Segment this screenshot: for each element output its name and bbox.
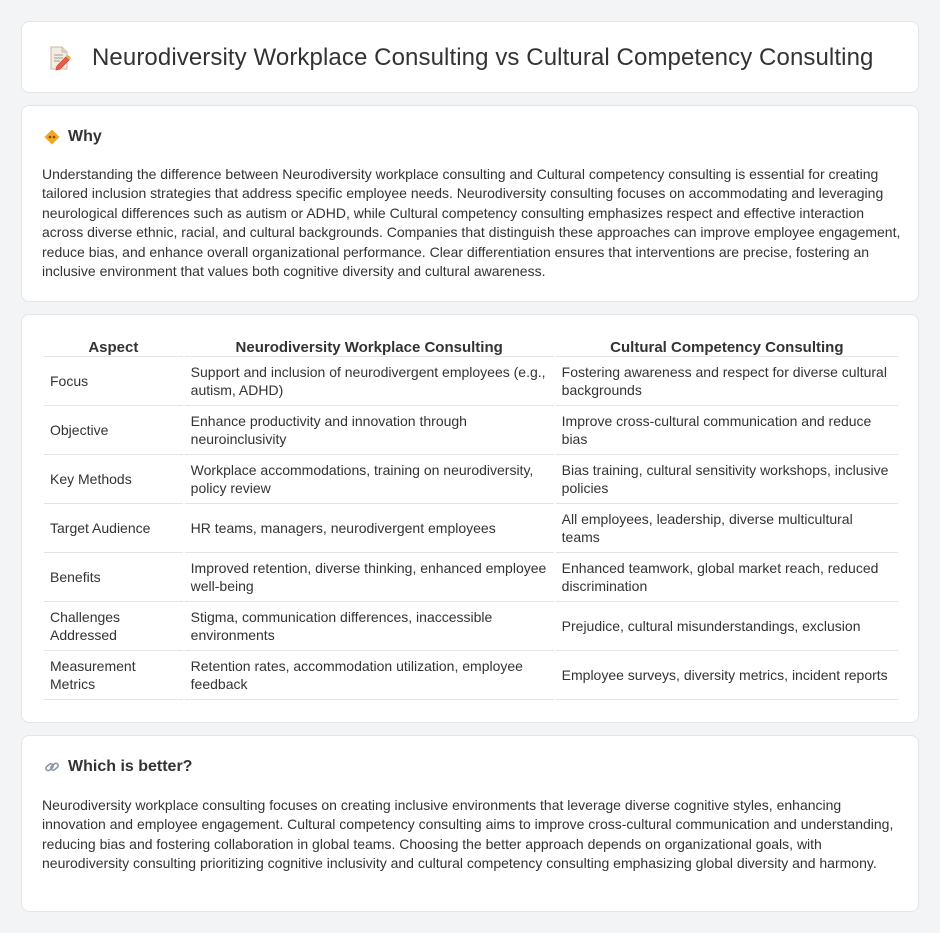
comparison-section <box>21 314 919 723</box>
row-neurodiversity: HR teams, managers, neurodivergent employees <box>185 504 554 553</box>
table-row <box>44 357 898 406</box>
comparison-table <box>42 335 900 700</box>
title-row <box>46 22 873 94</box>
row-neurodiversity: Improved retention, diverse thinking, enhanced employee well-being <box>185 553 554 602</box>
row-neurodiversity: Workplace accommodations, training on neurodiversity, policy review <box>185 455 554 504</box>
row-aspect: Measurement Metrics <box>44 651 183 700</box>
header-cultural: Cultural Competency Consulting <box>556 335 898 357</box>
row-cultural: Bias training, cultural sensitivity workshops, inclusive policies <box>556 455 898 504</box>
link-icon <box>44 759 60 775</box>
table-row <box>44 602 898 651</box>
diamond-icon <box>44 129 60 145</box>
row-neurodiversity: Retention rates, accommodation utilization, employee feedback <box>185 651 554 700</box>
better-paragraph: Neurodiversity workplace consulting focuses on creating inclusive environments that leverage diverse cognitive styles, enhancing innovation and employee engagement. Cultural competency consulting aims to improve cross-cultural communication and understanding, reducing bias and fostering collaboration in global teams. Choosing the better approach depends on organizational goals, with neurodiversity consulting prioritizing cognitive inclusivity and cultural competency consulting emphasizing global diversity and harmony. <box>42 797 894 872</box>
row-cultural: Employee surveys, diversity metrics, incident reports <box>556 651 898 700</box>
row-aspect: Benefits <box>44 553 183 602</box>
table-row <box>44 455 898 504</box>
table-row <box>44 504 898 553</box>
table-row <box>44 553 898 602</box>
row-cultural: All employees, leadership, diverse multicultural teams <box>556 504 898 553</box>
document-pencil-icon <box>46 45 72 71</box>
header-card <box>21 21 919 93</box>
better-heading <box>44 758 192 776</box>
page-title: Neurodiversity Workplace Consulting vs Cultural Competency Consulting <box>92 44 874 71</box>
which-better-section <box>21 735 919 912</box>
row-neurodiversity: Support and inclusion of neurodivergent employees (e.g., autism, ADHD) <box>185 357 554 406</box>
row-aspect: Key Methods <box>44 455 183 504</box>
table-row <box>44 406 898 455</box>
row-aspect: Target Audience <box>44 504 183 553</box>
row-cultural: Fostering awareness and respect for diverse cultural backgrounds <box>556 357 898 406</box>
header-aspect: Aspect <box>44 335 183 357</box>
table-header-row <box>44 335 898 357</box>
why-paragraph: Understanding the difference between Neurodiversity workplace consulting and Cultural competency consulting is essential for creating tailored inclusion strategies that address specific employee needs. Neurodiversity consulting focuses on accommodating and leveraging neurological differences such as autism or ADHD, while Cultural competency consulting emphasizes respect and effective interaction across diverse ethnic, racial, and cultural backgrounds. Companies that distinguish these approaches can improve employee engagement, reduce bias, and enhance overall organizational performance. Clear differentiation ensures that interventions are precise, fostering an inclusive environment that values both cognitive diversity and cultural awareness. <box>42 166 901 280</box>
why-section <box>21 105 919 302</box>
why-title: Why <box>68 128 102 145</box>
row-neurodiversity: Stigma, communication differences, inaccessible environments <box>185 602 554 651</box>
row-cultural: Enhanced teamwork, global market reach, reduced discrimination <box>556 553 898 602</box>
row-cultural: Improve cross-cultural communication and reduce bias <box>556 406 898 455</box>
header-neurodiversity: Neurodiversity Workplace Consulting <box>185 335 554 357</box>
table-row <box>44 651 898 700</box>
row-aspect: Objective <box>44 406 183 455</box>
why-heading <box>44 128 102 146</box>
row-cultural: Prejudice, cultural misunderstandings, exclusion <box>556 602 898 651</box>
row-aspect: Challenges Addressed <box>44 602 183 651</box>
better-title: Which is better? <box>68 758 193 775</box>
row-neurodiversity: Enhance productivity and innovation through neuroinclusivity <box>185 406 554 455</box>
row-aspect: Focus <box>44 357 183 406</box>
